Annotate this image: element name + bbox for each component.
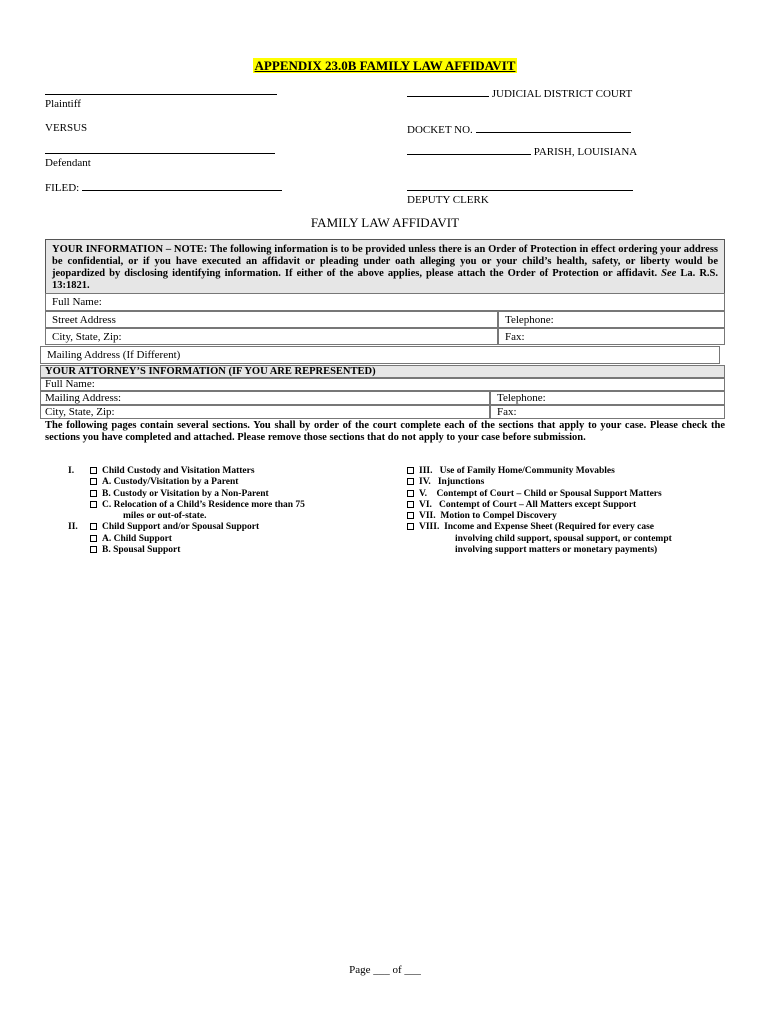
your-fax-label: Fax: (505, 331, 525, 343)
filed-block (45, 180, 282, 194)
checkbox-icon[interactable] (90, 467, 97, 474)
your-fax-field[interactable] (498, 328, 725, 345)
checkbox-icon[interactable] (407, 467, 414, 474)
docket-line[interactable] (476, 122, 631, 133)
deputy-clerk-line[interactable] (407, 180, 633, 191)
checkbox-icon[interactable] (90, 546, 97, 553)
defendant-label: Defendant (45, 157, 91, 169)
section-item-IB[interactable]: B. Custody or Visitation by a Non-Parent (68, 489, 368, 500)
attorney-fax-label: Fax: (497, 406, 517, 418)
court-block (407, 86, 632, 100)
parish-label: PARISH, LOUISIANA (533, 146, 638, 158)
your-mailing-address-field[interactable] (40, 346, 720, 364)
your-street-address-field[interactable] (45, 311, 498, 328)
attorney-city-state-zip-label: City, State, Zip: (45, 406, 115, 418)
defendant-line[interactable] (45, 144, 275, 154)
parish-block (407, 144, 637, 158)
attorney-info-header: YOUR ATTORNEY’S INFORMATION (IF YOU ARE REPRESENTED) (40, 365, 725, 378)
versus-label: VERSUS (45, 122, 88, 134)
attorney-full-name-label: Full Name: (45, 378, 95, 390)
your-street-address-label: Street Address (52, 314, 116, 326)
docket-label: DOCKET NO. (407, 124, 473, 136)
section-item-III[interactable]: III. Use of Family Home/Community Movables (407, 466, 727, 477)
plaintiff-label: Plaintiff (45, 98, 81, 110)
your-mailing-address-label: Mailing Address (If Different) (47, 349, 181, 361)
checkbox-icon[interactable] (90, 535, 97, 542)
filed-line[interactable] (82, 180, 282, 191)
section-item-IIA[interactable]: A. Child Support (68, 534, 368, 545)
checkbox-icon[interactable] (90, 478, 97, 485)
checkbox-icon[interactable] (407, 478, 414, 485)
attorney-telephone-label: Telephone: (497, 392, 546, 404)
form-subtitle: FAMILY LAW AFFIDAVIT (310, 215, 460, 230)
sections-right-list (407, 466, 727, 556)
your-info-note-text: YOUR INFORMATION – NOTE: The following information is to be provided unless there is an Order of Protection in effect ordering your address be confidential, or if you have executed an affidavit or pleading under oath alleging you or your child’s health, safety, or liberty would be jeopardized by disclosing identifying information. If either of the above applies, please attach the Order of Protection or affidavit. See La. R.S. 13:1821. (52, 244, 718, 291)
your-telephone-label: Telephone: (505, 314, 554, 326)
attorney-mailing-address-label: Mailing Address: (45, 392, 122, 404)
section-item-IC-continued: miles or out-of-state. (123, 511, 207, 522)
your-full-name-field[interactable] (45, 293, 725, 311)
checkbox-icon[interactable] (90, 501, 97, 508)
deputy-clerk-label: DEPUTY CLERK (407, 194, 489, 206)
checkbox-icon[interactable] (407, 512, 414, 519)
section-item-I[interactable]: I. Child Custody and Visitation Matters (68, 466, 255, 476)
checkbox-icon[interactable] (90, 490, 97, 497)
plaintiff-line[interactable] (45, 86, 277, 95)
document-title: APPENDIX 23.0B FAMILY LAW AFFIDAVIT (254, 58, 516, 73)
your-city-state-zip-label: City, State, Zip: (52, 331, 122, 343)
section-item-IC[interactable]: C. Relocation of a Child’s Residence more than 75 (68, 500, 368, 511)
docket-block (407, 122, 631, 136)
section-item-IIB[interactable]: B. Spousal Support (68, 545, 368, 556)
parish-line[interactable] (407, 144, 531, 155)
section-item-VIII[interactable]: VIII. Income and Expense Sheet (Required for every case (407, 522, 727, 533)
plaintiff-block (45, 86, 277, 110)
checkbox-icon[interactable] (407, 490, 414, 497)
filed-label: FILED: (45, 182, 80, 194)
attorney-city-state-zip-field[interactable] (40, 405, 490, 419)
checkbox-icon[interactable] (407, 523, 414, 530)
checkbox-icon[interactable] (90, 523, 97, 530)
section-item-VI[interactable]: VI. Contempt of Court – All Matters except Support (407, 500, 727, 511)
section-item-VIII-continued-1: involving child support, spousal support, or contempt (455, 533, 672, 544)
section-item-IA[interactable]: A. Custody/Visitation by a Parent (68, 477, 368, 488)
instructions-text: The following pages contain several sections. You shall by order of the court complete each of the sections that apply to your case. Please check the sections you have completed and attached. Please remove those sections that do not apply to your case before submission. (45, 420, 725, 443)
sections-left-list (68, 466, 368, 556)
your-telephone-field[interactable] (498, 311, 725, 328)
your-info-note (45, 239, 725, 293)
section-item-VII[interactable]: VII. Motion to Compel Discovery (407, 511, 727, 522)
court-label: JUDICIAL DISTRICT COURT (491, 88, 633, 100)
attorney-mailing-address-field[interactable] (40, 391, 490, 405)
deputy-clerk-block (407, 180, 633, 206)
attorney-fax-field[interactable] (490, 405, 725, 419)
attorney-telephone-field[interactable] (490, 391, 725, 405)
court-line[interactable] (407, 86, 489, 97)
section-item-VIII-continued-2: involving support matters or monetary payments) (455, 545, 658, 556)
attorney-full-name-field[interactable] (40, 378, 725, 391)
defendant-block (45, 144, 275, 169)
your-city-state-zip-field[interactable] (45, 328, 498, 345)
section-item-II[interactable]: II. Child Support and/or Spousal Support (68, 522, 260, 533)
checkbox-icon[interactable] (407, 501, 414, 508)
section-item-V[interactable]: V. Contempt of Court – Child or Spousal Support Matters (407, 489, 727, 500)
your-full-name-label: Full Name: (52, 296, 102, 308)
page-number: Page ___ of ___ (349, 964, 421, 976)
section-item-IV[interactable]: IV. Injunctions (407, 477, 727, 488)
